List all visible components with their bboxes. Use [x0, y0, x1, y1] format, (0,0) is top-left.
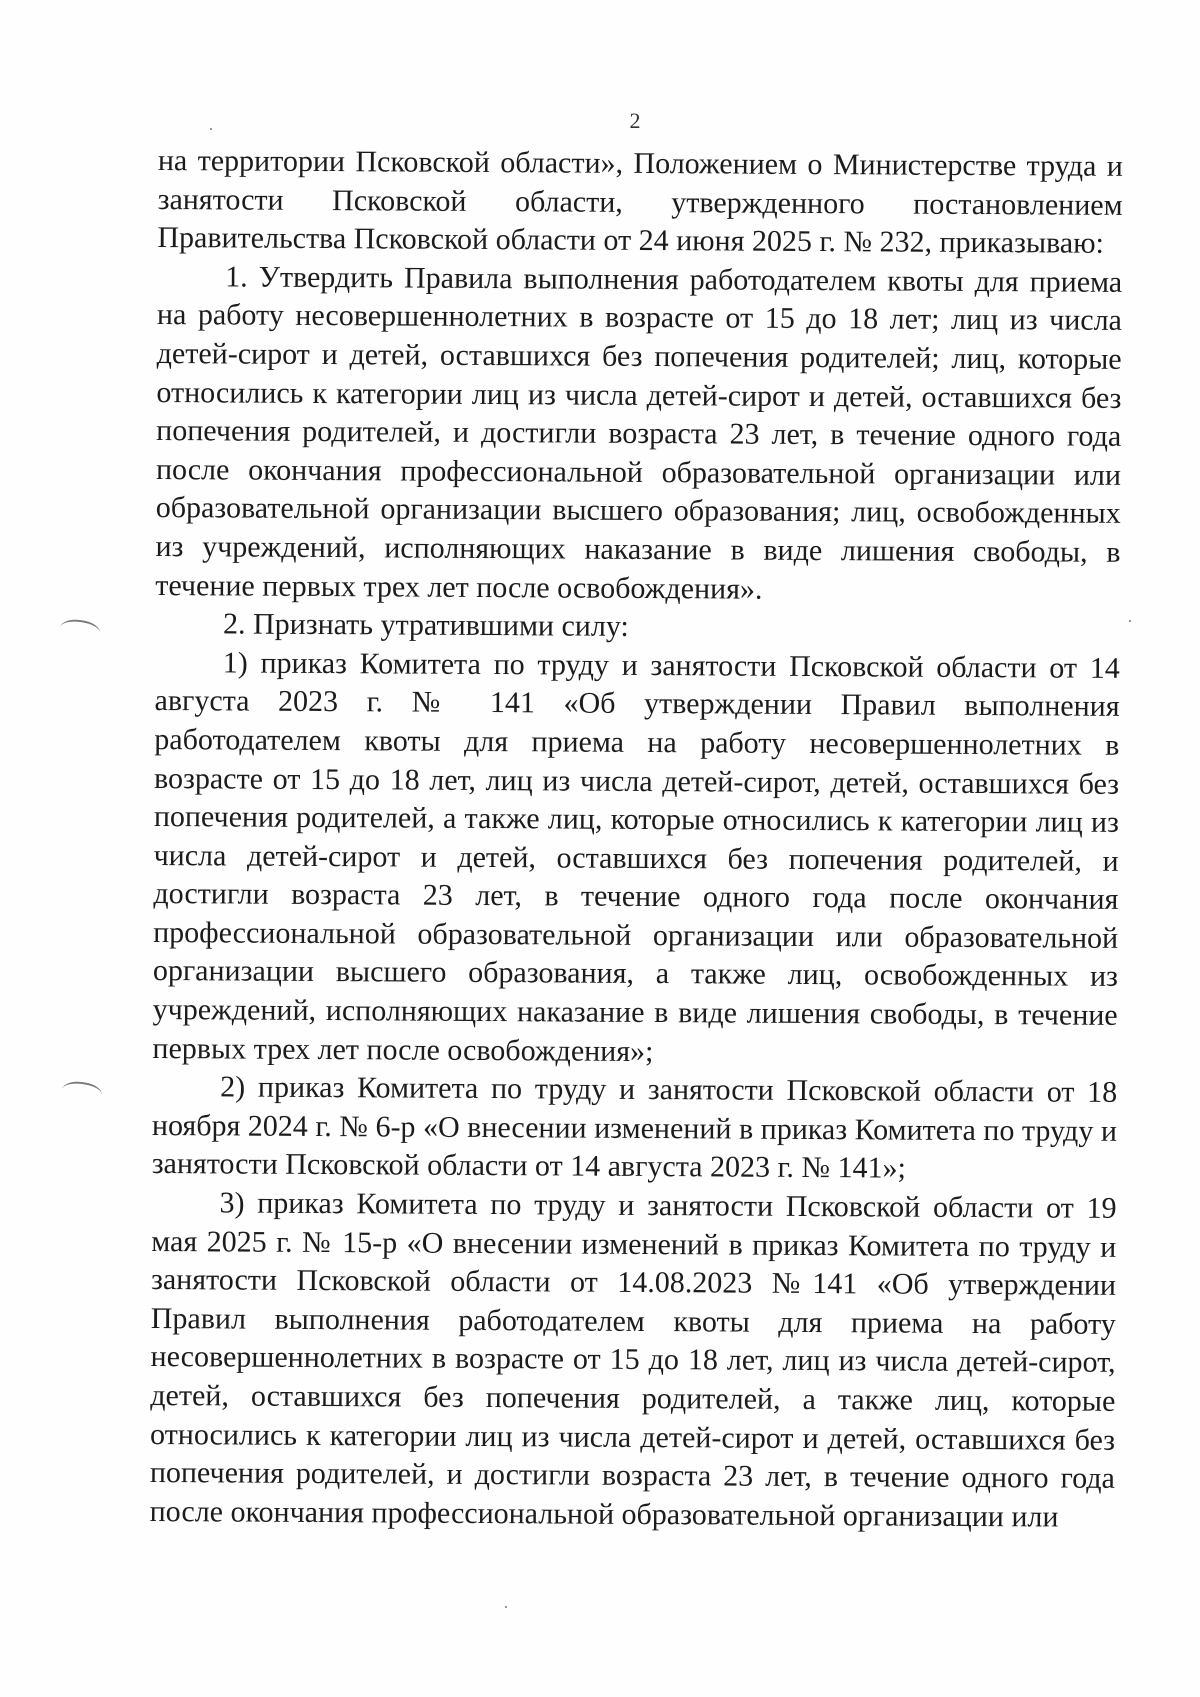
paragraph-item-1-approve-rules: 1. Утвердить Правила выполнения работодателем квоты для приема на работу несовершеннолетних в возрасте от 15 до 18 лет; лиц из числа детей-сирот и детей, оставшихся без попечения родителей; лиц, которые относились к категории лиц из числа детей-сирот и детей, оставшихся без попечения родителей, и достигли возраста 23 лет, в течение одного года после окончания профессиональной образовательной организации или образовательной организации высшего образования; лиц, освобожденных из учреждений, исполняющих наказание в виде лишения свободы, в течение первых трех лет после освобождения».: [155, 260, 1123, 606]
scan-speck: [505, 1606, 507, 1608]
paragraph-subitem-3-order-15r: 3) приказ Комитета по труду и занятости Псковской области от 19 мая 2025 г. № 15-р «О внесении изменений в приказ Комитета по труду и занятости Псковской области от 14.08.2023 №141 «Об утверждении Правил выполнения работодателем квоты для приема на работу несовершеннолетних в возрасте от 15 до 18 лет, лиц из числа детей-сирот, детей, оставшихся без попечения родителей, а также лиц, которые относились к категории лиц из числа детей-сирот и детей, оставшихся без попечения родителей, и достигли возраста 23 лет, в течение одного года после окончания профессиональной образовательной организации или: [149, 1186, 1117, 1534]
paragraph-intro-continuation: на территории Псковской области», Положением о Министерстве труда и занятости Псковской области, утвержденного постановлением Правительства Псковской области от 24 июня 2025 г. № 232, приказываю:: [157, 143, 1123, 260]
paragraph-subitem-1-order-141: 1) приказ Комитета по труду и занятости Псковской области от 14 августа 2023 г. № 141 «Об утверждении Правил выполнения работодателем квоты для приема на работу несовершеннолетних в возрасте от 15 до 18 лет, лиц из числа детей-сирот, детей, оставшихся без попечения родителей, а также лиц, которые относились к категории лиц из числа детей-сирот и детей, оставшихся без попечения родителей, и достигли возраста 23 лет, в течение одного года после окончания профессиональной образовательной организации или образовательной организации высшего образования, а также лиц, освобожденных из учреждений, исполняющих наказание в виде лишения свободы, в течение первых трех лет после освобождения»;: [152, 646, 1120, 1068]
document-body: [150, 142, 1123, 1537]
scan-speck: [210, 128, 212, 130]
scan-speck: [1129, 620, 1131, 622]
paragraph-subitem-2-order-6r: 2) приказ Комитета по труду и занятости Псковской области от 18 ноября 2024 г. № 6-р «О внесении изменений в приказ Комитета по труду и занятости Псковской области от 14 августа 2023 г. № 141»;: [151, 1070, 1118, 1186]
scan-artifact-mark: [61, 1079, 103, 1104]
page-number: 2: [629, 108, 641, 133]
paragraph-item-2-repeal-heading: 2. Признать утратившими силу:: [222, 607, 629, 644]
scan-artifact-mark: [59, 617, 101, 642]
